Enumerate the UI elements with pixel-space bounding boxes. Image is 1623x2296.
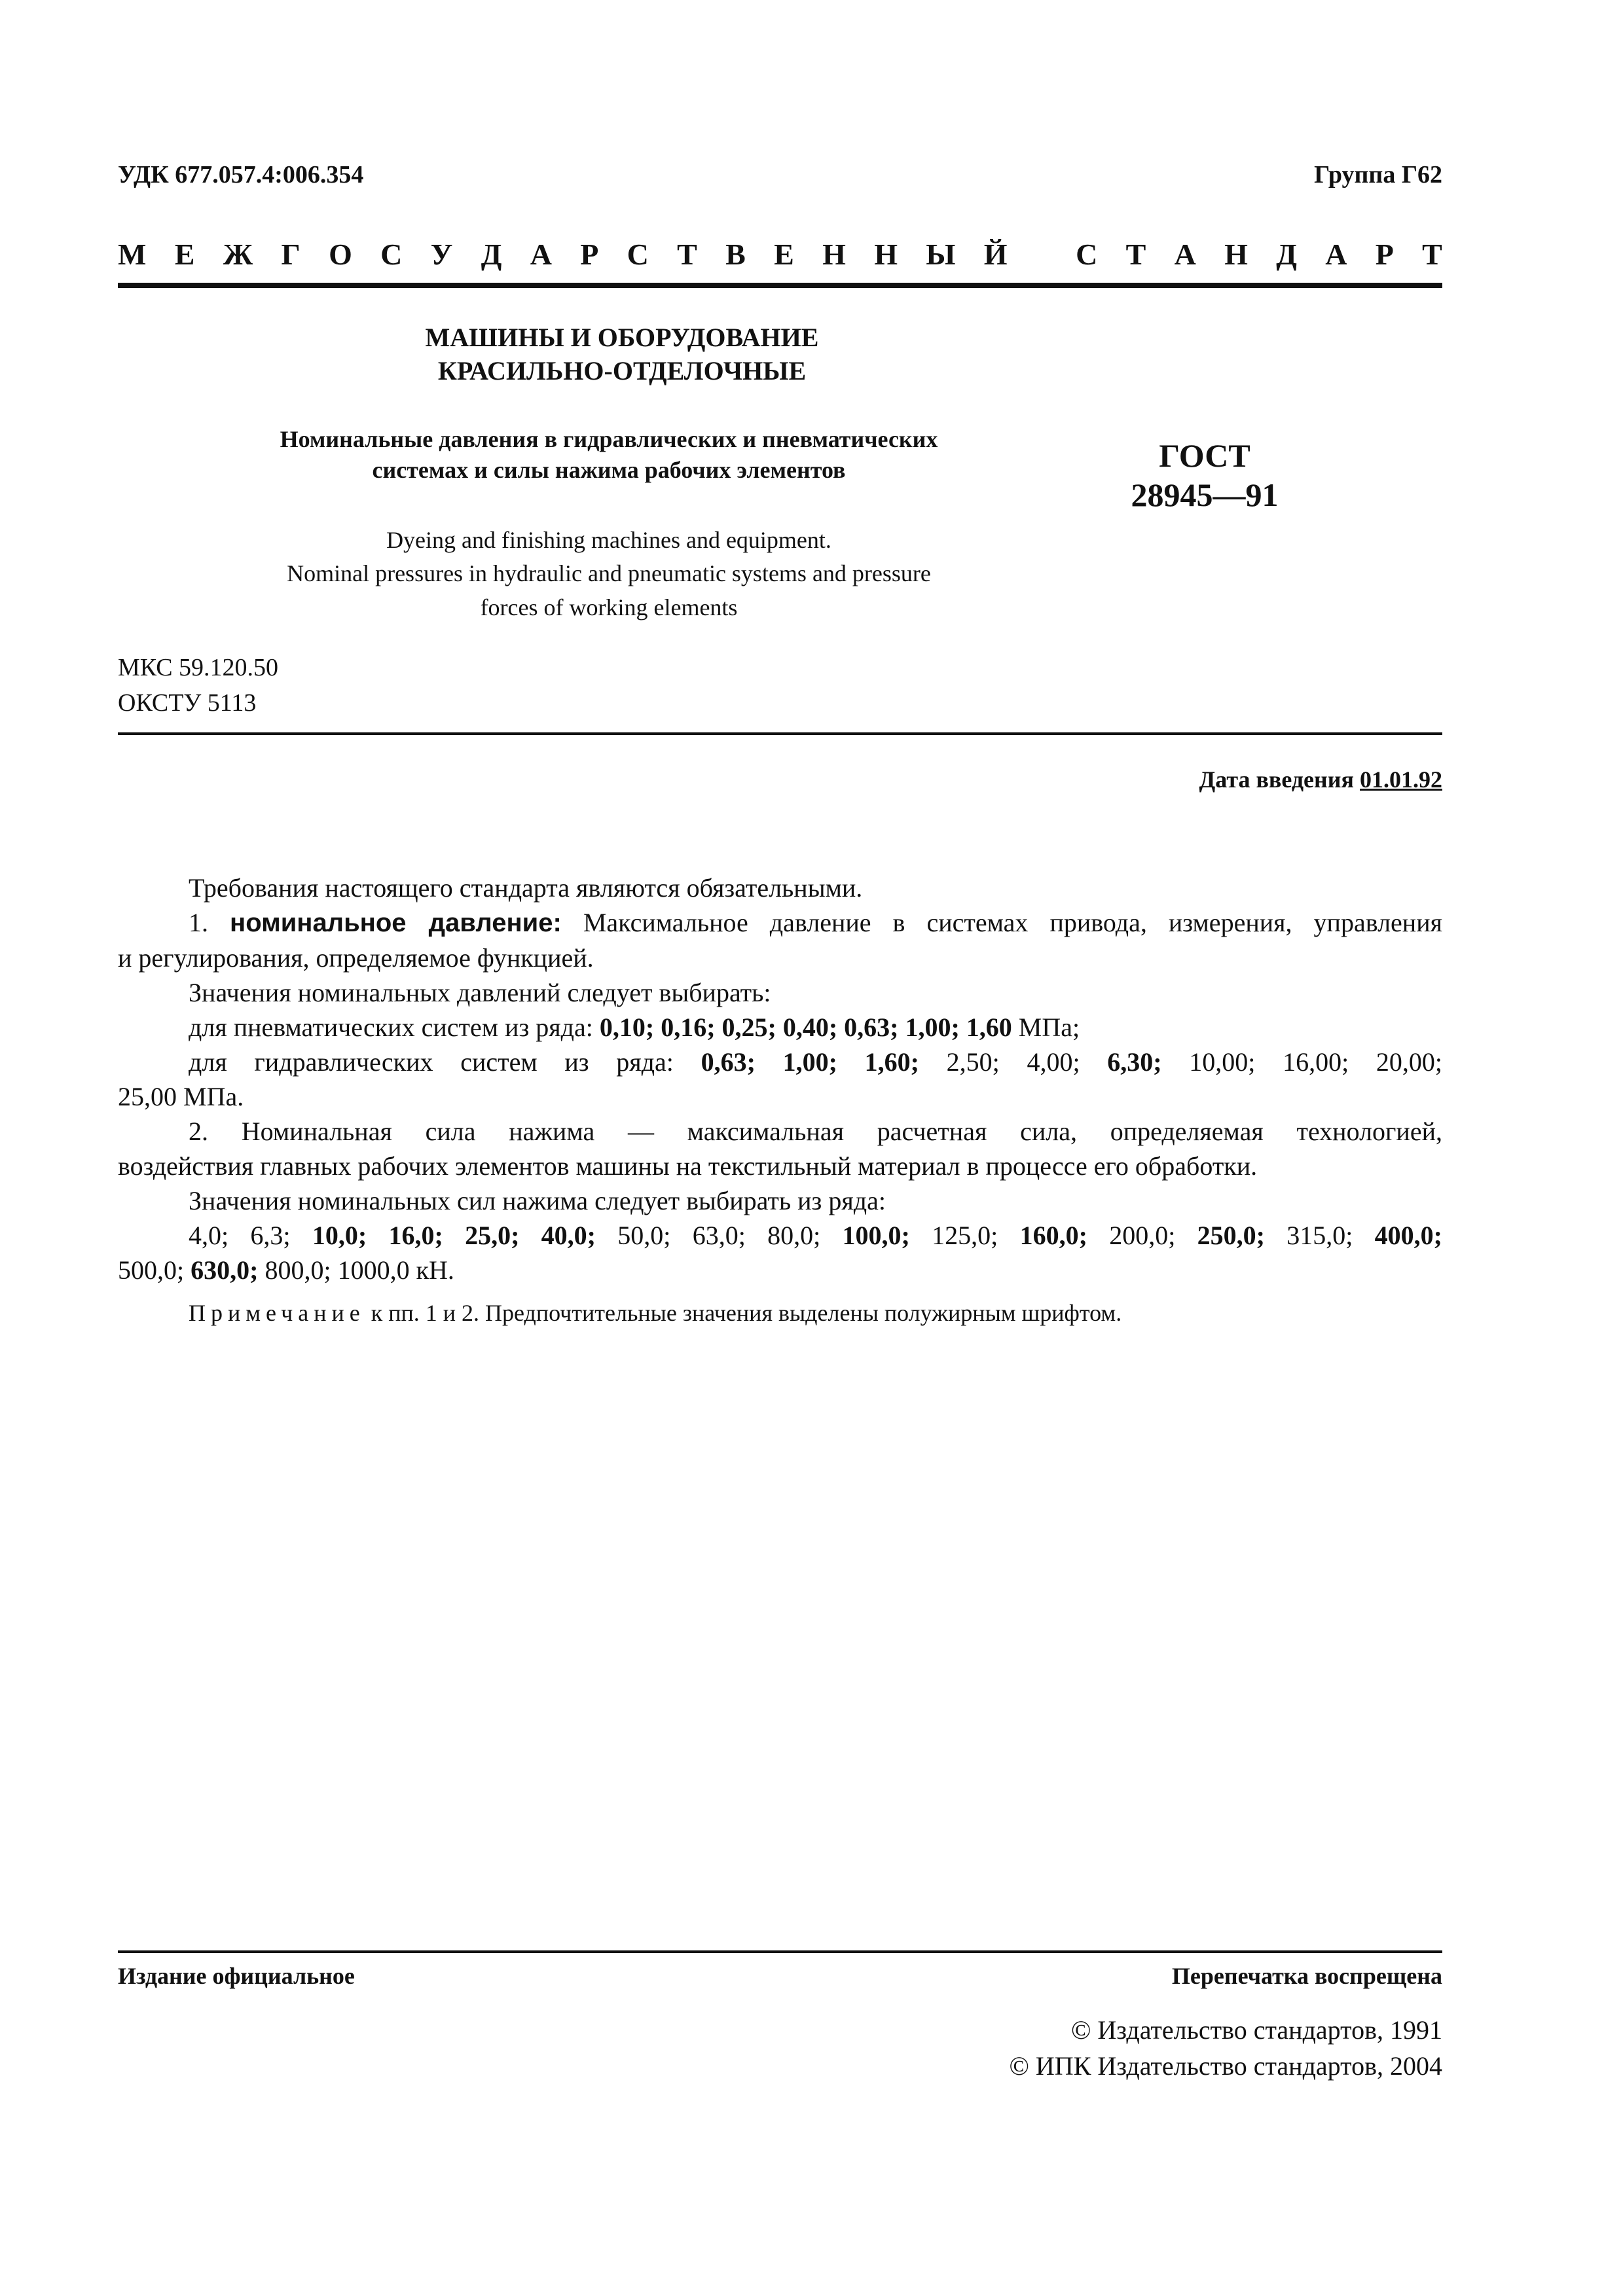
banner-letter: А — [1325, 238, 1347, 271]
clause-term: номинальное давление: — [230, 908, 562, 937]
subtitle-ru-line-2: системах и силы нажима рабочих элементов — [372, 456, 846, 483]
title-line-1: МАШИНЫ И ОБОРУДОВАНИЕ — [425, 323, 819, 352]
banner-letter: Н — [1224, 238, 1248, 271]
note-text: к пп. 1 и 2. Предпочтительные значения выделены полужирным шрифтом. — [365, 1300, 1122, 1326]
subtitle-russian — [131, 424, 1087, 486]
standard-banner — [118, 237, 1442, 272]
force-series-line-2 — [118, 1253, 1442, 1287]
preferred-force-values: 160,0; — [1019, 1221, 1087, 1250]
force-values: 125,0; — [909, 1221, 1020, 1250]
banner-letter: Г — [281, 238, 301, 271]
banner-letter: Т — [1125, 238, 1146, 271]
preferred-force-values: 10,0; 16,0; 25,0; 40,0; — [312, 1221, 596, 1250]
banner-letter: Д — [1276, 238, 1297, 271]
pneumatic-values: 0,10; 0,16; 0,25; 0,40; 0,63; 1,00; 1,60 — [599, 1013, 1012, 1042]
banner-letter: Ы — [926, 238, 956, 271]
banner-letter: Р — [1375, 238, 1394, 271]
clause-1-line-2: и регулирования, определяемое функцией. — [118, 943, 594, 973]
clause-2-line-1: 2. Номинальная сила нажима — максимальная расчетная сила, определяемая технологией, — [189, 1117, 1442, 1146]
preferred-force-values: 100,0; — [842, 1221, 910, 1250]
banner-letter: Т — [1422, 238, 1442, 271]
banner-letter: О — [329, 238, 352, 271]
group-code: Группа Г62 — [1314, 161, 1442, 188]
clause-1-line-1 — [118, 905, 1442, 941]
middle-divider — [118, 732, 1442, 735]
banner-letter: Н — [822, 238, 846, 271]
document-body — [118, 870, 1442, 1287]
hydraulic-prefix: для гидравлических систем из ряда: — [189, 1047, 701, 1077]
force-values: 800,0; 1000,0 кН. — [258, 1255, 454, 1285]
banner-letter: Д — [481, 238, 502, 271]
banner-letter: С — [380, 238, 403, 271]
hydraulic-values-mid: 2,50; 4,00; — [919, 1047, 1108, 1077]
udk-code: УДК 677.057.4:006.354 — [118, 161, 364, 188]
pressure-choose-line: Значения номинальных давлений следует выбирать: — [189, 978, 771, 1007]
banner-letter: Е — [774, 238, 794, 271]
date-label: Дата введения — [1199, 766, 1354, 793]
banner-letter: Й — [983, 238, 1008, 271]
hydraulic-series — [118, 1045, 1442, 1079]
mks-code: МКС 59.120.50 — [118, 654, 279, 681]
intro-paragraph: Требования настоящего стандарта являются обязательными. — [189, 873, 863, 903]
document-title — [170, 321, 1074, 387]
gost-label: ГОСТ — [1159, 437, 1250, 474]
banner-letter: Е — [174, 238, 195, 271]
subtitle-en-line-1: Dyeing and finishing machines and equipment. — [386, 527, 831, 553]
copyright-1991: © Издательство стандартов, 1991 — [1070, 2015, 1442, 2045]
hydraulic-values-bold-1: 0,63; 1,00; 1,60; — [701, 1047, 919, 1077]
gost-code: 28945—91 — [1131, 476, 1279, 513]
preferred-force-values: 400,0; — [1374, 1221, 1442, 1250]
force-choose-line: Значения номинальных сил нажима следует выбирать из ряда: — [189, 1186, 886, 1215]
banner-letter: Т — [677, 238, 697, 271]
force-values: 50,0; 63,0; 80,0; — [596, 1221, 843, 1250]
gost-number — [1074, 436, 1336, 514]
introduction-date — [1199, 766, 1443, 793]
force-values: 4,0; 6,3; — [189, 1221, 312, 1250]
okstu-code: ОКСТУ 5113 — [118, 689, 257, 717]
banner-letter: А — [1174, 238, 1196, 271]
banner-letter: Н — [874, 238, 898, 271]
banner-letter: Р — [580, 238, 599, 271]
force-values: 315,0; — [1264, 1221, 1375, 1250]
clause-text: Максимальное давление в системах привода, измерения, управления — [561, 908, 1443, 937]
title-line-2: КРАСИЛЬНО-ОТДЕЛОЧНЫЕ — [437, 356, 807, 386]
banner-gap — [1036, 237, 1048, 272]
pneumatic-series — [118, 1010, 1442, 1045]
date-value: 01.01.92 — [1360, 766, 1442, 793]
pneumatic-prefix: для пневматических систем из ряда: — [189, 1013, 600, 1042]
reprint-prohibited: Перепечатка воспрещена — [1171, 1963, 1442, 1989]
banner-letter: Ж — [223, 238, 253, 271]
subtitle-ru-line-1: Номинальные давления в гидравлических и пневматических — [280, 426, 938, 452]
hydraulic-values-rest: 10,00; 16,00; 20,00; — [1161, 1047, 1442, 1077]
subtitle-en-line-3: forces of working elements — [480, 594, 738, 620]
banner-letter: А — [530, 238, 552, 271]
preferred-force-values: 630,0; — [191, 1255, 259, 1285]
subtitle-en-line-2: Nominal pressures in hydraulic and pneumatic systems and pressure — [287, 560, 931, 587]
clause-number: 1. — [189, 908, 230, 937]
banner-letter: М — [118, 238, 147, 271]
hydraulic-series-line-2: 25,00 МПа. — [118, 1082, 244, 1111]
banner-letter: С — [1076, 238, 1098, 271]
force-values: 200,0; — [1087, 1221, 1197, 1250]
note-label: Примечание — [189, 1300, 365, 1326]
banner-letter: У — [430, 238, 453, 271]
force-series-line-1 — [118, 1218, 1442, 1253]
pneumatic-unit: МПа; — [1012, 1013, 1080, 1042]
official-edition: Издание официальное — [118, 1963, 355, 1989]
top-divider — [118, 283, 1442, 288]
banner-letter: В — [725, 238, 746, 271]
banner-letter: С — [627, 238, 649, 271]
hydraulic-values-bold-2: 6,30; — [1107, 1047, 1162, 1077]
note — [189, 1299, 1122, 1327]
bottom-divider — [118, 1950, 1442, 1953]
classification-codes — [118, 651, 278, 721]
copyright-2004: © ИПК Издательство стандартов, 2004 — [1009, 2051, 1442, 2081]
clause-2-line-2: воздействия главных рабочих элементов машины на текстильный материал в процессе его обработки. — [118, 1151, 1258, 1181]
subtitle-english — [131, 524, 1087, 624]
preferred-force-values: 250,0; — [1197, 1221, 1265, 1250]
force-values: 500,0; — [118, 1255, 191, 1285]
